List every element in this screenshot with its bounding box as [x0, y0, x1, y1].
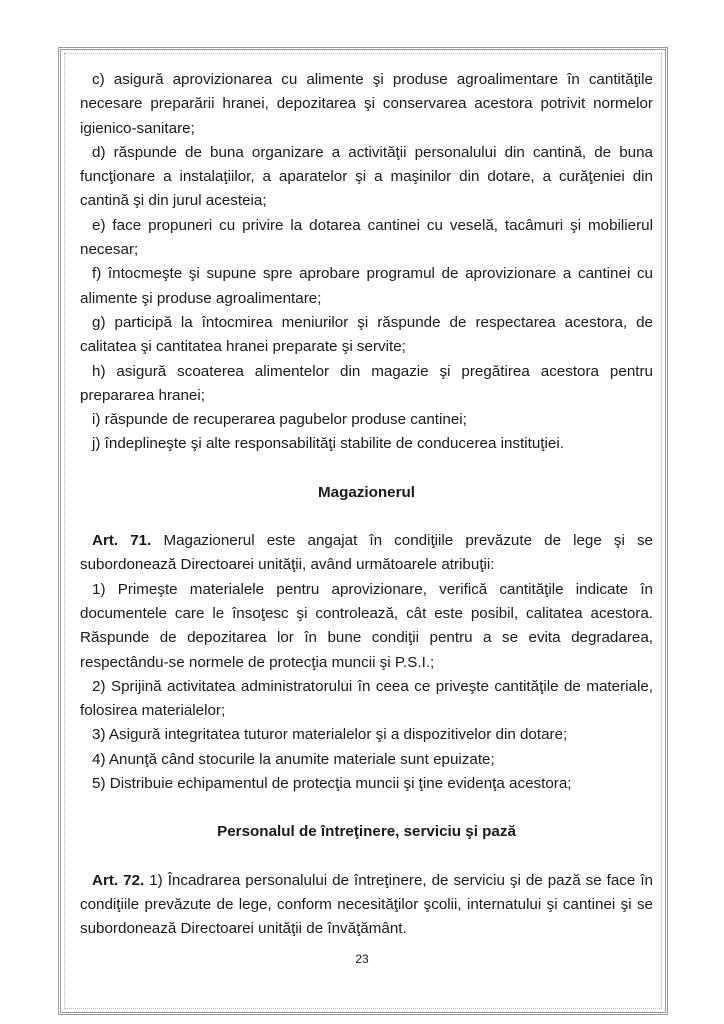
- article-paragraph: [80, 869, 653, 942]
- list-item: 4) Anunţă când stocurile la anumite materiale sunt epuizate;: [92, 750, 495, 768]
- article-text: 1) Încadrarea personalului de întreţinere, de serviciu şi de pază se face în condiţiile prevăzute de lege, conform necesităţilor şcolii, internatului şi cantinei şi se subordonează Directoarei unităţii de învăţământ.: [80, 871, 653, 938]
- list-item: 3) Asigură integritatea tuturor materialelor şi a dispozitivelor din dotare;: [92, 726, 568, 744]
- section-heading: Magazionerul: [317, 483, 416, 501]
- list-item: c) asigură aprovizionarea cu alimente şi produse agroalimentare în cantităţile necesare preparării hranei, depozitarea şi conservarea acestora potrivit normelor igienico-sanitare;: [80, 71, 653, 137]
- list-item: g) participă la întocmirea meniurilor şi răspunde de respectarea acestora, de calitatea şi cantitatea hranei preparate şi servite;: [80, 313, 653, 356]
- list-item: i) răspunde de recuperarea pagubelor produse cantinei;: [92, 411, 467, 429]
- list-item: d) răspunde de buna organizare a activităţii personalului din cantină, de buna funcţionare a instalaţiilor, a aparatelor şi a maşinilor din dotare, a curăţeniei din cantină şi din jurul acesteia;: [80, 143, 653, 210]
- list-item: e) face propuneri cu privire la dotarea cantinei cu veselă, tacâmuri şi mobilierul necesar;: [80, 216, 653, 259]
- article-label: Art. 71.: [92, 532, 152, 550]
- list-item: 1) Primeşte materialele pentru aprovizionare, verifică cantităţile indicate în documentele care le însoţesc şi controlează, cât este posibil, calitatea acestora. Răspunde de depozitarea lor în bune condiţii pentru a se evita degradarea, respectându-se normele de protecţia muncii şi P.S.I.;: [80, 580, 653, 671]
- article-text: Magazionerul este angajat în condiţiile prevăzute de lege şi se subordonează Directoarei unităţii, având următoarele atribuţii:: [80, 532, 653, 574]
- page-number: 23: [355, 952, 369, 966]
- section-heading: Personalul de întreţinere, serviciu şi pază: [217, 823, 516, 841]
- document-body: [80, 68, 653, 942]
- list-item: h) asigură scoaterea alimentelor din magazie şi pregătirea acestora pentru prepararea hranei;: [80, 362, 653, 404]
- list-item: j) îndeplineşte şi alte responsabilităţi stabilite de conducerea instituţiei.: [92, 435, 564, 453]
- list-item: 2) Sprijină activitatea administratorului în ceea ce priveşte cantităţile de materiale, folosirea materialelor;: [80, 677, 653, 720]
- article-label: Art. 72.: [92, 871, 145, 889]
- article-paragraph: [80, 529, 653, 578]
- list-item: 5) Distribuie echipamentul de protecţia muncii şi ţine evidenţa acestora;: [92, 775, 572, 793]
- list-item: f) întocmeşte şi supune spre aprobare programul de aprovizionare a cantinei cu alimente şi produse agroalimentare;: [80, 265, 653, 307]
